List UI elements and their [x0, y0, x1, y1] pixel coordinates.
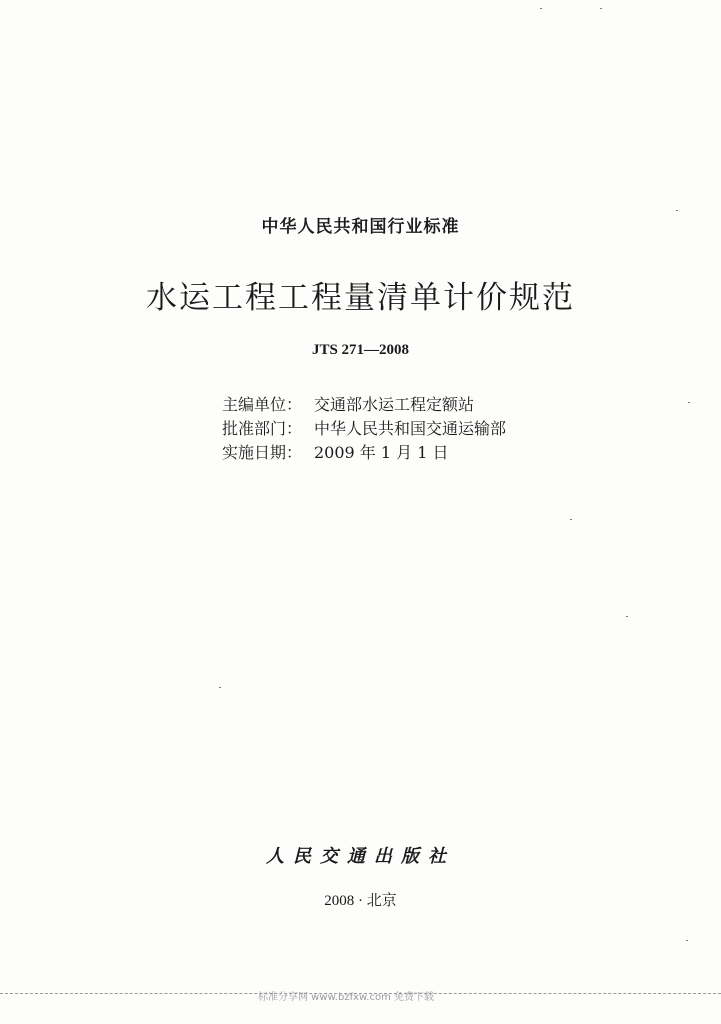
meta-row-approver: [222, 416, 506, 439]
meta-label: 主编单位：: [222, 395, 303, 414]
standard-code: JTS 271—2008: [311, 342, 410, 358]
meta-row-effective-date: [222, 440, 449, 463]
publisher-name: 人民交通出版社: [266, 846, 455, 867]
scan-speck: [570, 519, 572, 520]
meta-value: 中华人民共和国交通运输部: [314, 419, 507, 438]
meta-label: 批准部门：: [222, 419, 303, 438]
meta-value: 交通部水运工程定额站: [314, 395, 475, 414]
scan-speck: [540, 8, 542, 9]
standard-series-heading: 中华人民共和国行业标准: [261, 217, 460, 237]
scan-speck: [626, 616, 628, 617]
scan-speck: [600, 8, 602, 9]
meta-row-editor: [222, 392, 474, 415]
watermark-text: 标准分享网 www.bzfxw.com 免费下载: [258, 992, 434, 1003]
scan-speck: [676, 210, 678, 211]
scan-speck: [688, 402, 690, 403]
scan-speck: [686, 940, 688, 941]
publication-year-city: 2008 · 北京: [324, 893, 397, 909]
meta-value: 2009 年 1 月 1 日: [314, 443, 449, 462]
scan-speck: [219, 687, 221, 688]
document-title: 水运工程工程量清单计价规范: [146, 280, 575, 316]
meta-label: 实施日期：: [222, 443, 303, 462]
